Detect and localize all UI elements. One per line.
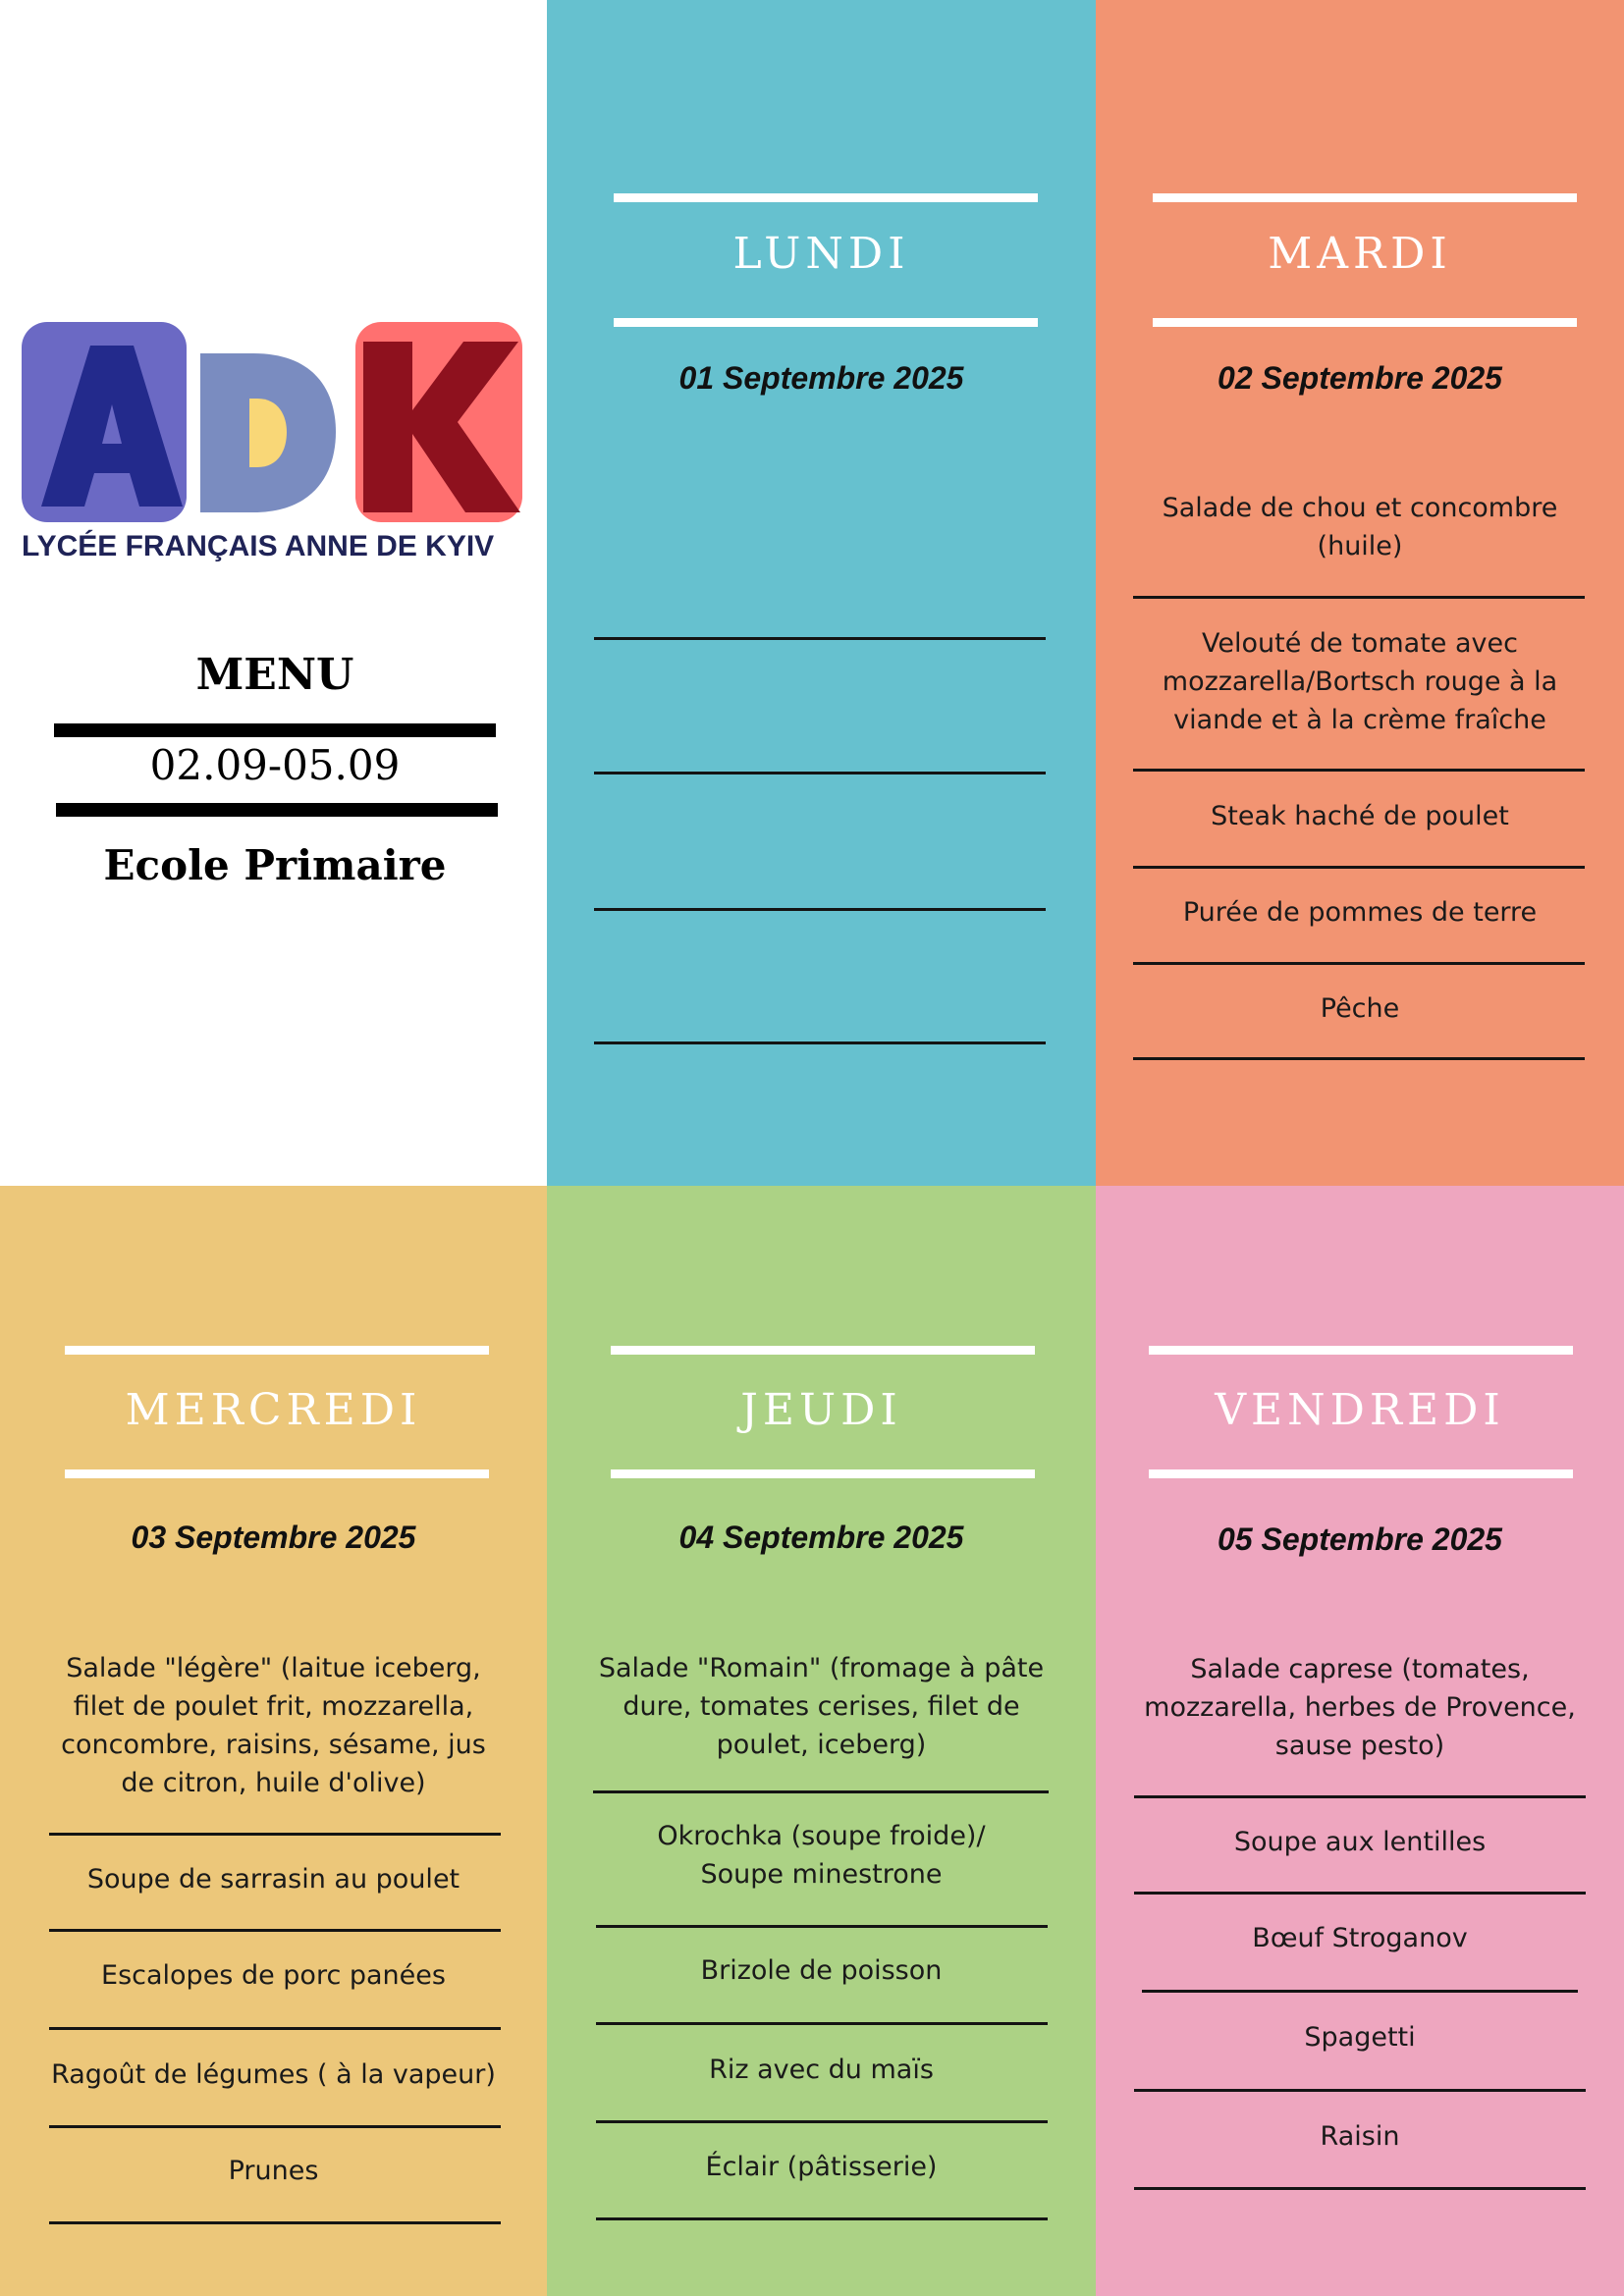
header-line-top [614, 193, 1038, 202]
dish-separator [1134, 1892, 1586, 1895]
dish-salad: Salade "légère" (laitue iceberg, filet de poulet frit, mozzarella, concombre, raisins, sésame, jus de citron, huile d'olive) [61, 1653, 486, 1798]
dish-separator [1133, 866, 1585, 869]
dish-side: Purée de pommes de terre [1182, 897, 1538, 928]
dish-separator [49, 2027, 501, 2030]
menu-divider-top [54, 723, 496, 737]
dish-separator [49, 2125, 501, 2128]
dish-separator [49, 1833, 501, 1836]
day-panel-mardi [1096, 0, 1624, 1186]
header-line-top [1153, 193, 1577, 202]
dish-salad: Salade "Romain" (fromage à pâte dure, tomates cerises, filet de poulet, iceberg) [598, 1653, 1045, 1760]
day-name: MERCREDI [125, 1385, 422, 1435]
day-date: 04 Septembre 2025 [678, 1520, 964, 1555]
dish-dessert: Éclair (pâtisserie) [705, 2152, 938, 2182]
menu-divider-bottom [56, 803, 498, 817]
menu-week-dates: 02.09-05.09 [149, 741, 401, 789]
header-line-top [611, 1346, 1035, 1355]
header-line-top [65, 1346, 489, 1355]
dish-salad: Salade caprese (tomates, mozzarella, herbes de Provence, sause pesto) [1144, 1654, 1576, 1761]
dish-side: Ragoût de légumes ( à la vapeur) [51, 2059, 496, 2090]
dish-separator [1142, 1990, 1578, 1993]
dish-separator [1133, 1057, 1585, 1060]
header-line-bottom [1149, 1469, 1573, 1478]
dish-dessert: Raisin [1320, 2121, 1400, 2152]
dish-separator [594, 1041, 1046, 1044]
school-logo [22, 320, 524, 526]
dish-dessert: Prunes [228, 2156, 319, 2186]
dish-soup: Soupe aux lentilles [1233, 1827, 1487, 1857]
dish-separator [596, 2022, 1048, 2025]
dish-separator [1134, 2089, 1586, 2092]
day-name: MARDI [1268, 229, 1452, 279]
header-line-bottom [614, 318, 1038, 327]
day-panel-vendredi [1096, 1186, 1624, 2296]
day-panel-lundi [547, 0, 1096, 1186]
day-panel-mercredi [0, 1186, 547, 2296]
day-name: JEUDI [740, 1385, 902, 1435]
dish-separator [594, 908, 1046, 911]
dish-soup: Soupe de sarrasin au poulet [86, 1864, 460, 1895]
dish-main: Steak haché de poulet [1211, 801, 1509, 831]
dish-main: Bœuf Stroganov [1252, 1923, 1468, 1953]
day-date: 03 Septembre 2025 [131, 1520, 416, 1555]
dish-main: Brizole de poisson [700, 1955, 943, 1986]
dish-soup: Okrochka (soupe froide)/ Soupe minestrone [657, 1821, 986, 1890]
day-date: 01 Septembre 2025 [678, 360, 964, 396]
header-line-bottom [1153, 318, 1577, 327]
menu-title: MENU [195, 650, 354, 700]
dish-separator [594, 772, 1046, 774]
dish-separator [596, 2217, 1048, 2220]
dish-dessert: Pêche [1320, 993, 1400, 1024]
dish-side: Spagetti [1304, 2022, 1416, 2053]
dish-separator [1133, 962, 1585, 965]
dish-separator [1133, 596, 1585, 599]
header-line-bottom [611, 1469, 1035, 1478]
school-name: LYCÉE FRANÇAIS ANNE DE KYIV [22, 530, 495, 562]
dish-separator [1134, 1795, 1586, 1798]
day-name: LUNDI [732, 229, 910, 279]
day-panel-jeudi [547, 1186, 1096, 2296]
day-name: VENDREDI [1215, 1385, 1505, 1435]
dish-salad: Salade de chou et concombre (huile) [1162, 493, 1558, 561]
dish-separator [49, 1929, 501, 1932]
dish-separator [594, 637, 1046, 640]
menu-school-level: Ecole Primaire [103, 841, 447, 889]
header-line-bottom [65, 1469, 489, 1478]
dish-separator [596, 1925, 1048, 1928]
dish-side: Riz avec du maïs [709, 2055, 934, 2085]
dish-separator [593, 1790, 1049, 1793]
title-panel [0, 0, 547, 1186]
dish-separator [49, 2221, 501, 2224]
day-date: 02 Septembre 2025 [1218, 360, 1502, 396]
day-date: 05 Septembre 2025 [1218, 1522, 1502, 1557]
dish-separator [1134, 2187, 1586, 2190]
dish-separator [1133, 769, 1585, 772]
header-line-top [1149, 1346, 1573, 1355]
dish-soup: Velouté de tomate avec mozzarella/Bortsch rouge à la viande et à la crème fraîche [1162, 628, 1558, 735]
dish-main: Escalopes de porc panées [101, 1960, 446, 1991]
dish-separator [596, 2120, 1048, 2123]
